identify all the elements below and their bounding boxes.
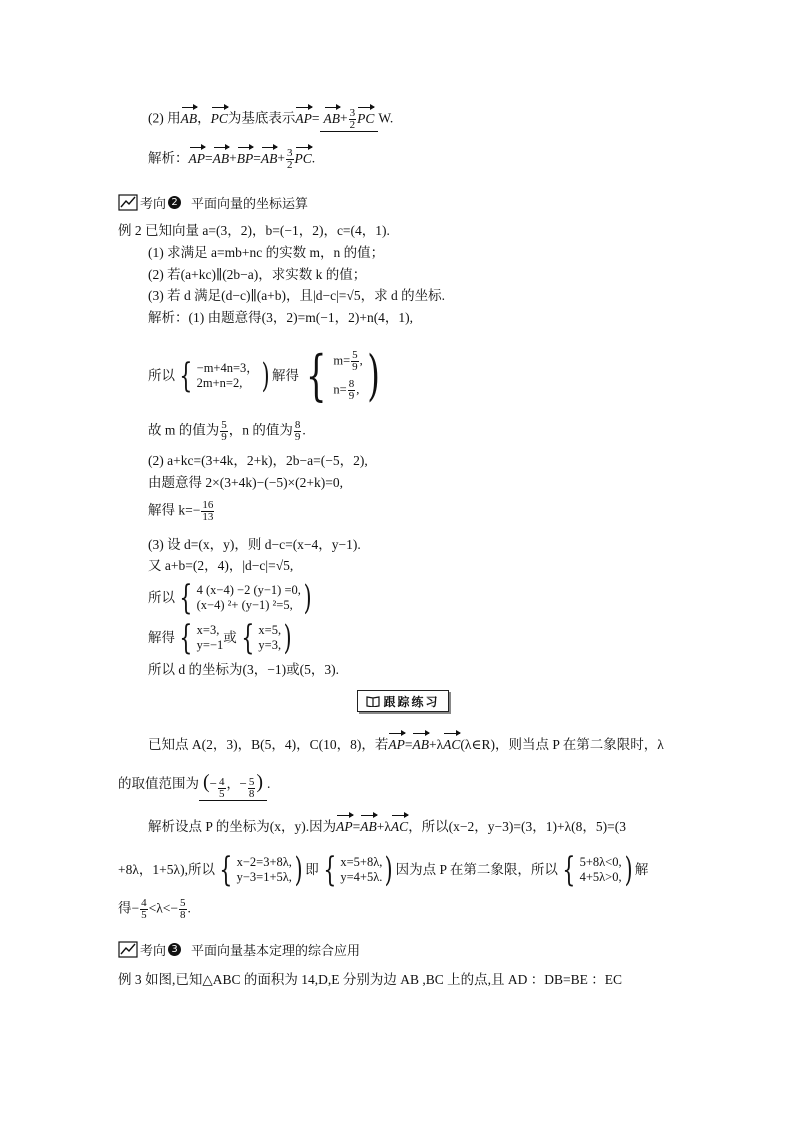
text: ，所以(x−2，y−3)=(3，1)+λ(8，5)=(3 <box>408 819 627 834</box>
fraction: $\frac{3}{2}$ <box>349 107 356 131</box>
prefix: 解得 <box>148 630 175 645</box>
prefix: 所以 <box>148 368 175 383</box>
practice-sol1: 解析设点 P 的坐标为(x，y).因为AP=AB+λAC，所以(x−2，y−3)=(3，1)+λ(8，5)=(3 <box>148 819 627 834</box>
part2-mid: 为基底表示 <box>227 110 296 126</box>
example2-s10: 解得 { x=3, y=−1 或 { x=5, y=3, ) <box>148 618 292 658</box>
example2-q1: (1) 求满足 a=mb+nc 的实数 m，n 的值； <box>148 245 385 260</box>
vector-ab: AB <box>323 110 341 126</box>
vector-ap: AP <box>188 150 205 166</box>
fraction: $\frac{3}{2}$ <box>287 147 293 171</box>
vector-ab: AB <box>412 737 429 752</box>
solution-label: 解析： <box>148 150 189 166</box>
eq: = <box>311 110 320 126</box>
practice-sol3: 得− $\frac{4}{5}$ <λ<− $\frac{5}{8}$ . <box>118 897 191 921</box>
section-title: 考向 <box>140 943 167 959</box>
section-heading-3 <box>118 938 360 960</box>
text: +8λ，1+5λ),所以 <box>118 862 215 877</box>
prefix: 所以 <box>148 590 175 605</box>
text: ，n 的值为 <box>228 422 293 438</box>
practice-l1: 已知点 A(2，3)，B(5，4)，C(10，8)，若AP=AB+λAC(λ∈R)，则当点 P 在第二象限时，λ <box>148 737 664 752</box>
vector-pc: PC <box>294 150 312 166</box>
trend-chart-icon <box>118 193 138 211</box>
example2-s9: 所以 { 4 (x−4) −2 (y−1) =0, (x−4) ²+ (y−1) ²=5, ) <box>148 578 312 618</box>
example2-stem: 例 2 已知向量 a=(3，2)，b=(−1，2)，c=(4，1). <box>118 223 390 238</box>
example2-q2: (2) 若(a+kc)∥(2b−a)，求实数 k 的值； <box>148 267 367 282</box>
practice-l2: 的取值范围为 (− $\frac{4}{5}$ ，− $\frac{5}{8}$ ) . <box>118 771 271 800</box>
section-heading-text: 平面向量基本定理的综合应用 <box>191 943 361 959</box>
text: 的取值范围为 <box>118 776 199 791</box>
section-number-badge: 3 <box>168 943 181 956</box>
vector-ap: AP <box>336 819 353 834</box>
text: 因为点 P 在第二象限，所以 <box>395 862 558 877</box>
vector-bp: BP <box>236 150 254 166</box>
section-number-badge: 2 <box>168 196 181 209</box>
vector-ap: AP <box>295 110 312 126</box>
example2-s8: 又 a+b=(2，4)，|d−c|=√5, <box>148 558 294 573</box>
equation-system: 所以 { −m+4n=3， 2m+n=2, ) 解得 { m= $\frac{5}{9}$ , n= $\frac{8}{9}$ , ) <box>148 344 380 407</box>
example2-s5: 由题意得 2×(3+4k)−(−5)×(2+k)=0, <box>148 475 344 490</box>
text: 即 <box>305 862 319 877</box>
text: 解 <box>634 862 649 877</box>
period: . <box>311 150 316 166</box>
text: 已知点 A(2，3)，B(5，4)，C(10，8)，若 <box>148 737 389 752</box>
example2-s2 <box>148 344 384 407</box>
vector-ab: AB <box>360 819 377 834</box>
solve-label: 解得 <box>272 368 300 383</box>
vector-ab: AB <box>212 150 230 166</box>
part2-line <box>148 108 393 132</box>
answer-blank <box>320 108 379 132</box>
book-icon <box>366 695 380 707</box>
plus: + <box>340 110 348 126</box>
example3-stem: 例 3 如图,已知△ABC 的面积为 14,D,E 分别为边 AB ,BC 上的点,且 AD ：DB=BE ：EC <box>118 972 623 987</box>
part2-tail: W. <box>378 110 394 126</box>
example2-s7: (3) 设 d=(x，y)，则 d−c=(x−4，y−1). <box>148 537 361 552</box>
text: (λ∈R)，则当点 P 在第二象限时，λ <box>460 737 664 752</box>
example2-s1: 解析：(1) 由题意得(3，2)=m(−1，2)+n(4，1), <box>148 310 414 325</box>
example2-s3: 故 m 的值为 $\frac{5}{9}$ ，n 的值为 $\frac{8}{9}$ . <box>148 419 306 443</box>
answer-blank: (− $\frac{4}{5}$ ，− $\frac{5}{8}$ ) <box>199 773 267 801</box>
vector-ab: AB <box>260 150 278 166</box>
or: 或 <box>223 630 237 645</box>
example2-q3: (3) 若 d 满足(d−c)∥(a+b)，且|d−c|=√5，求 d 的坐标. <box>148 288 445 303</box>
text: . <box>302 422 306 438</box>
example2-s6: 解得 k=− $\frac{16}{13}$ <box>148 499 214 523</box>
vector-ac: AC <box>443 737 461 752</box>
banner-text: 跟踪练习 <box>383 694 440 709</box>
sep: ， <box>197 110 211 126</box>
vector-pc: PC <box>210 110 228 126</box>
vector-ap: AP <box>388 737 405 752</box>
vector-ac: AC <box>390 819 409 834</box>
part2-solution: 解析：AP=AB+BP=AB+ $\frac{3}{2}$ PC. <box>148 147 316 171</box>
text: 解得 k=− <box>148 502 201 518</box>
part2-prefix: (2) 用 <box>148 110 181 126</box>
section-heading-text: 平面向量的坐标运算 <box>191 196 309 212</box>
practice-sol2: +8λ，1+5λ),所以 { x−2=3+8λ, y−3=1+5λ, ) 即 { x=5+8λ, y=4+5λ. ) 因为点 P 在第二象限，所以 { 5+8λ<0, 4+5λ>0, ) 解 <box>118 850 649 890</box>
vector-pc: PC <box>357 110 375 126</box>
trend-chart-icon <box>118 940 138 958</box>
example2-s4: (2) a+kc=(3+4k，2+k)，2b−a=(−5，2), <box>148 453 368 468</box>
section-title: 考向 <box>140 196 167 212</box>
example2-s11: 所以 d 的坐标为(3，−1)或(5，3). <box>148 662 339 677</box>
text: 解析设点 P 的坐标为(x，y).因为 <box>148 819 337 834</box>
section-heading-2 <box>118 191 308 213</box>
vector-ab: AB <box>180 110 198 126</box>
tracking-practice-banner <box>357 690 449 712</box>
text: 故 m 的值为 <box>148 422 220 438</box>
